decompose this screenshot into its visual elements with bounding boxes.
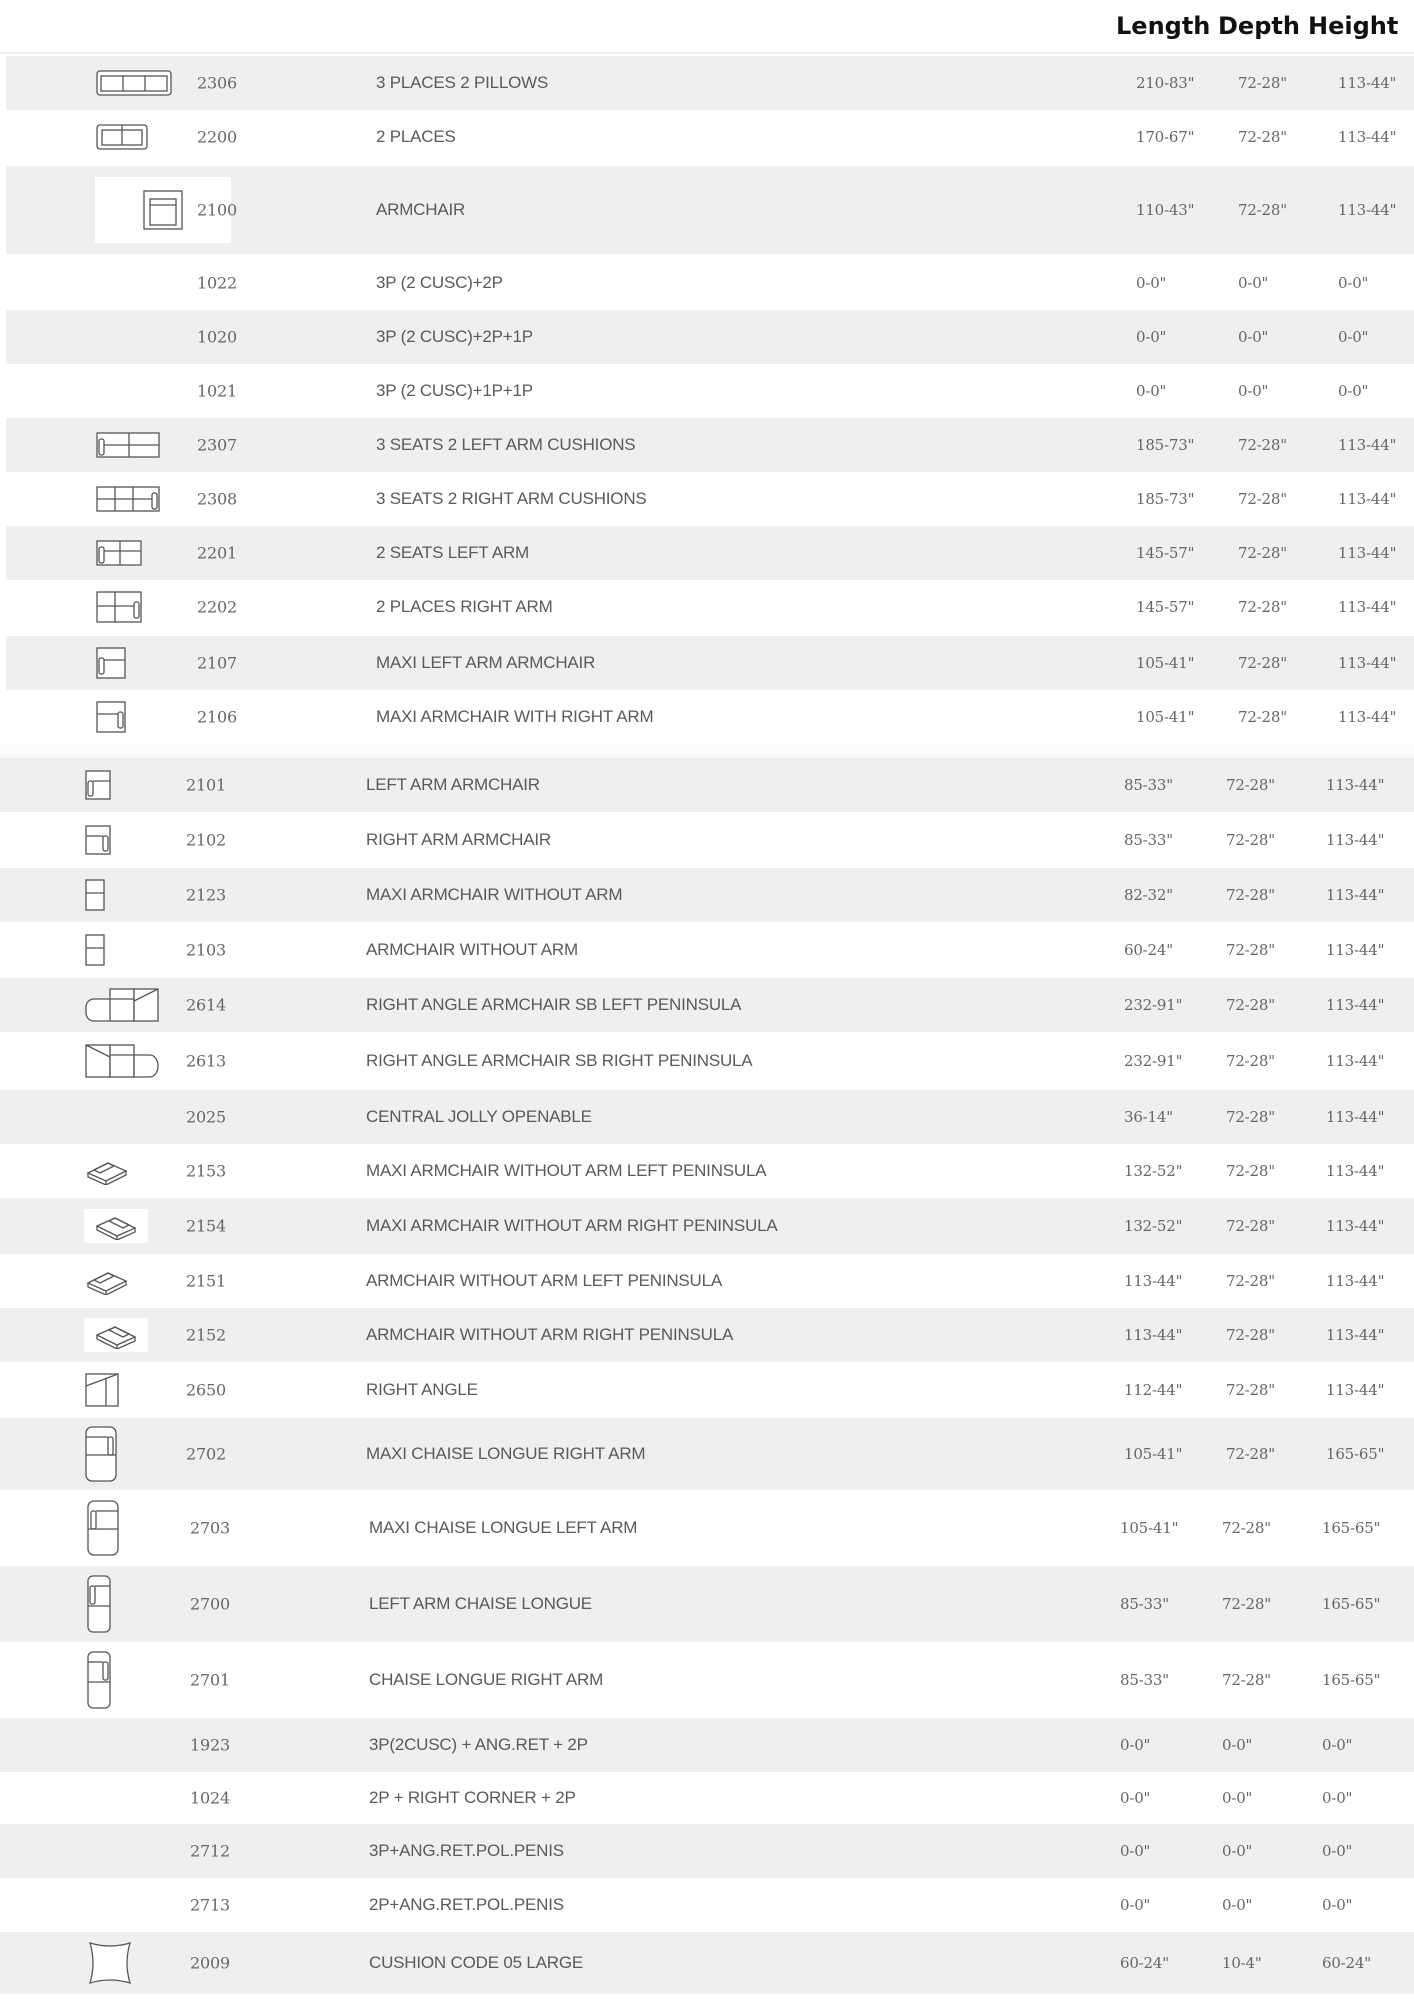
height-value: 0-0": [1338, 382, 1369, 400]
depth-value: 0-0": [1222, 1789, 1253, 1807]
depth-value: 72-28": [1222, 1671, 1271, 1689]
table-row: [0, 1090, 1414, 1144]
height-value: 165-65": [1322, 1595, 1381, 1613]
table-row: [0, 922, 1414, 978]
table-row: [0, 1932, 1414, 1994]
depth-value: 72-28": [1226, 1445, 1275, 1463]
column-header-depth: Depth: [1218, 12, 1300, 40]
table-row: [0, 1418, 1414, 1490]
product-code: 2025: [186, 1107, 226, 1127]
length-value: 105-41": [1124, 1445, 1183, 1463]
peninsula-right-icon: [84, 1318, 148, 1352]
depth-value: 0-0": [1238, 274, 1269, 292]
cushion-icon: [86, 1939, 134, 1987]
column-header-length: Length: [1116, 12, 1211, 40]
product-description: 3 SEATS 2 RIGHT ARM CUSHIONS: [376, 489, 647, 508]
maxi-armchair-no-arm-icon: [84, 878, 106, 912]
product-code: 1021: [197, 381, 237, 401]
product-code: 2154: [186, 1216, 226, 1236]
length-value: 110-43": [1136, 201, 1195, 219]
table-row: [0, 812, 1414, 868]
table-row: [0, 1032, 1414, 1090]
depth-value: 72-28": [1238, 708, 1287, 726]
peninsula-left-icon: [84, 1157, 130, 1185]
table-row: [6, 690, 1414, 744]
depth-value: 72-28": [1226, 996, 1275, 1014]
product-description: CHAISE LONGUE RIGHT ARM: [369, 1670, 604, 1689]
sofa-3-seat-right-arm-icon: [95, 483, 161, 515]
product-description: ARMCHAIR: [376, 200, 466, 219]
height-value: 113-44": [1338, 708, 1397, 726]
length-value: 85-33": [1124, 776, 1173, 794]
table-row: [0, 1490, 1414, 1566]
armchair-left-arm-icon: [84, 769, 112, 801]
product-code: 2703: [190, 1518, 230, 1538]
depth-value: 72-28": [1226, 776, 1275, 794]
length-value: 105-41": [1136, 708, 1195, 726]
depth-value: 72-28": [1226, 941, 1275, 959]
length-value: 0-0": [1136, 328, 1167, 346]
product-description: MAXI ARMCHAIR WITH RIGHT ARM: [376, 707, 654, 726]
length-value: 112-44": [1124, 1381, 1183, 1399]
length-value: 0-0": [1120, 1789, 1151, 1807]
product-description: MAXI LEFT ARM ARMCHAIR: [376, 653, 596, 672]
length-value: 0-0": [1120, 1736, 1151, 1754]
height-value: 0-0": [1338, 274, 1369, 292]
depth-value: 72-28": [1226, 1108, 1275, 1126]
product-code: 2202: [197, 597, 237, 617]
product-description: LEFT ARM ARMCHAIR: [366, 775, 540, 794]
height-value: 113-44": [1326, 776, 1385, 794]
right-angle-icon: [84, 1372, 120, 1408]
table-row: [6, 526, 1414, 580]
product-code: 2103: [186, 940, 226, 960]
product-description: MAXI ARMCHAIR WITHOUT ARM LEFT PENINSULA: [366, 1161, 767, 1180]
sofa-3-seat-icon: [95, 67, 173, 99]
product-code: 2152: [186, 1325, 226, 1345]
depth-value: 72-28": [1226, 1162, 1275, 1180]
depth-value: 72-28": [1226, 1052, 1275, 1070]
product-description: ARMCHAIR WITHOUT ARM RIGHT PENINSULA: [366, 1325, 734, 1344]
sofa-3-seat-left-arm-icon: [95, 429, 161, 461]
table-row: [0, 1308, 1414, 1362]
product-description: MAXI ARMCHAIR WITHOUT ARM: [366, 885, 623, 904]
product-description: 3P+ANG.RET.POL.PENIS: [369, 1841, 564, 1860]
product-code: 2100: [197, 200, 237, 220]
length-value: 36-14": [1124, 1108, 1173, 1126]
maxi-armchair-right-arm-icon: [95, 700, 127, 734]
length-value: 113-44": [1124, 1326, 1183, 1344]
depth-value: 72-28": [1226, 1272, 1275, 1290]
product-code: 2614: [186, 995, 226, 1015]
length-value: 132-52": [1124, 1162, 1183, 1180]
table-row: [0, 1718, 1414, 1772]
product-code: 2650: [186, 1380, 226, 1400]
height-value: 0-0": [1322, 1789, 1353, 1807]
depth-value: 72-28": [1226, 831, 1275, 849]
table-row: [0, 1362, 1414, 1418]
angle-right-peninsula-icon: [84, 1043, 160, 1079]
table-row: [0, 1144, 1414, 1198]
table-row: [6, 418, 1414, 472]
product-description: MAXI CHAISE LONGUE LEFT ARM: [369, 1518, 638, 1537]
product-code: 2613: [186, 1051, 226, 1071]
product-description: MAXI CHAISE LONGUE RIGHT ARM: [366, 1444, 646, 1463]
product-description: CENTRAL JOLLY OPENABLE: [366, 1107, 592, 1126]
maxi-chaise-longue-left-arm-icon: [86, 1499, 120, 1557]
length-value: 105-41": [1136, 654, 1195, 672]
product-code: 2151: [186, 1271, 226, 1291]
table-row: [6, 256, 1414, 310]
peninsula-left-icon: [84, 1267, 130, 1295]
table-row: [0, 1824, 1414, 1878]
height-value: 113-44": [1338, 128, 1397, 146]
depth-value: 72-28": [1238, 128, 1287, 146]
table-row: [6, 56, 1414, 110]
product-description: 3P (2 CUSC)+2P+1P: [376, 327, 533, 346]
product-description: 3 SEATS 2 LEFT ARM CUSHIONS: [376, 435, 636, 454]
height-value: 113-44": [1326, 941, 1385, 959]
height-value: 0-0": [1338, 328, 1369, 346]
table-row: [6, 636, 1414, 690]
depth-value: 72-28": [1226, 1381, 1275, 1399]
depth-value: 72-28": [1238, 654, 1287, 672]
table-row: [6, 472, 1414, 526]
depth-value: 72-28": [1226, 886, 1275, 904]
product-code: 2307: [197, 435, 237, 455]
table-row: [6, 580, 1414, 634]
length-value: 82-32": [1124, 886, 1173, 904]
product-code: 1020: [197, 327, 237, 347]
length-value: 60-24": [1124, 941, 1173, 959]
table-row: [0, 1198, 1414, 1254]
height-value: 113-44": [1326, 1162, 1385, 1180]
product-code: 2009: [190, 1953, 230, 1973]
product-description: 2 SEATS LEFT ARM: [376, 543, 529, 562]
length-value: 0-0": [1120, 1896, 1151, 1914]
table-row: [0, 1772, 1414, 1824]
product-code: 2306: [197, 73, 237, 93]
height-value: 113-44": [1338, 436, 1397, 454]
table-row: [6, 310, 1414, 364]
length-value: 185-73": [1136, 490, 1195, 508]
depth-value: 72-28": [1226, 1217, 1275, 1235]
depth-value: 0-0": [1222, 1896, 1253, 1914]
product-description: 3P (2 CUSC)+1P+1P: [376, 381, 533, 400]
table-row: [6, 166, 1414, 254]
table-header: [0, 0, 1414, 54]
product-description: RIGHT ANGLE ARMCHAIR SB LEFT PENINSULA: [366, 995, 742, 1014]
depth-value: 72-28": [1238, 436, 1287, 454]
table-row: [0, 1254, 1414, 1308]
product-description: ARMCHAIR WITHOUT ARM LEFT PENINSULA: [366, 1271, 723, 1290]
angle-left-peninsula-icon: [84, 987, 160, 1023]
height-value: 165-65": [1322, 1671, 1381, 1689]
product-code: 2308: [197, 489, 237, 509]
product-description: 3P (2 CUSC)+2P: [376, 273, 503, 292]
depth-value: 0-0": [1222, 1736, 1253, 1754]
length-value: 85-33": [1124, 831, 1173, 849]
table-row: [6, 364, 1414, 418]
depth-value: 72-28": [1222, 1519, 1271, 1537]
chaise-longue-left-arm-icon: [86, 1574, 112, 1634]
product-code: 2107: [197, 653, 237, 673]
depth-value: 72-28": [1238, 544, 1287, 562]
table-row: [0, 758, 1414, 812]
height-value: 113-44": [1338, 598, 1397, 616]
height-value: 165-65": [1322, 1519, 1381, 1537]
product-code: 2712: [190, 1841, 230, 1861]
depth-value: 0-0": [1238, 328, 1269, 346]
length-value: 232-91": [1124, 1052, 1183, 1070]
height-value: 60-24": [1322, 1954, 1371, 1972]
table-row: [0, 1566, 1414, 1642]
depth-value: 72-28": [1238, 74, 1287, 92]
product-description: 2P+ANG.RET.POL.PENIS: [369, 1895, 564, 1914]
height-value: 113-44": [1338, 544, 1397, 562]
height-value: 113-44": [1338, 490, 1397, 508]
length-value: 132-52": [1124, 1217, 1183, 1235]
product-description: RIGHT ANGLE: [366, 1380, 478, 1399]
height-value: 0-0": [1322, 1896, 1353, 1914]
peninsula-right-icon: [84, 1209, 148, 1243]
length-value: 185-73": [1136, 436, 1195, 454]
product-description: RIGHT ANGLE ARMCHAIR SB RIGHT PENINSULA: [366, 1051, 753, 1070]
height-value: 113-44": [1338, 654, 1397, 672]
sofa-2-seat-left-arm-icon: [95, 537, 143, 569]
product-code: 1923: [190, 1735, 230, 1755]
armchair-right-arm-icon: [84, 824, 112, 856]
height-value: 113-44": [1326, 1272, 1385, 1290]
length-value: 210-83": [1136, 74, 1195, 92]
length-value: 85-33": [1120, 1595, 1169, 1613]
sofa-2-seat-right-arm-icon: [95, 590, 143, 624]
table-row: [0, 978, 1414, 1032]
product-code: 2101: [186, 775, 226, 795]
height-value: 113-44": [1326, 886, 1385, 904]
maxi-armchair-left-arm-icon: [95, 646, 127, 680]
height-value: 165-65": [1326, 1445, 1385, 1463]
product-code: 1024: [190, 1788, 230, 1808]
height-value: 113-44": [1326, 996, 1385, 1014]
product-description: CUSHION CODE 05 LARGE: [369, 1953, 584, 1972]
product-code: 2153: [186, 1161, 226, 1181]
depth-value: 72-28": [1222, 1595, 1271, 1613]
height-value: 113-44": [1326, 1381, 1385, 1399]
height-value: 113-44": [1326, 1108, 1385, 1126]
depth-value: 0-0": [1238, 382, 1269, 400]
height-value: 113-44": [1326, 831, 1385, 849]
product-code: 2701: [190, 1670, 230, 1690]
height-value: 113-44": [1326, 1217, 1385, 1235]
length-value: 0-0": [1120, 1842, 1151, 1860]
product-code: 2700: [190, 1594, 230, 1614]
product-code: 2702: [186, 1444, 226, 1464]
product-description: 2 PLACES RIGHT ARM: [376, 597, 553, 616]
length-value: 60-24": [1120, 1954, 1169, 1972]
depth-value: 72-28": [1238, 598, 1287, 616]
height-value: 113-44": [1326, 1052, 1385, 1070]
height-value: 113-44": [1338, 74, 1397, 92]
armchair-no-arm-icon: [84, 933, 106, 967]
height-value: 113-44": [1338, 201, 1397, 219]
product-code: 2102: [186, 830, 226, 850]
product-description: 2 PLACES: [376, 127, 456, 146]
table-row: [6, 110, 1414, 164]
maxi-chaise-longue-right-arm-icon: [84, 1425, 118, 1483]
length-value: 145-57": [1136, 598, 1195, 616]
table-row: [0, 868, 1414, 922]
length-value: 145-57": [1136, 544, 1195, 562]
product-code: 2201: [197, 543, 237, 563]
length-value: 170-67": [1136, 128, 1195, 146]
product-code: 1022: [197, 273, 237, 293]
sofa-2-seat-icon: [95, 121, 149, 153]
length-value: 113-44": [1124, 1272, 1183, 1290]
product-code: 2106: [197, 707, 237, 727]
table-row: [0, 1878, 1414, 1932]
length-value: 105-41": [1120, 1519, 1179, 1537]
length-value: 85-33": [1120, 1671, 1169, 1689]
depth-value: 10-4": [1222, 1954, 1262, 1972]
height-value: 0-0": [1322, 1736, 1353, 1754]
product-description: 3P(2CUSC) + ANG.RET + 2P: [369, 1735, 588, 1754]
length-value: 0-0": [1136, 274, 1167, 292]
product-description: ARMCHAIR WITHOUT ARM: [366, 940, 578, 959]
chaise-longue-right-arm-icon: [86, 1650, 112, 1710]
table-row: [0, 1642, 1414, 1718]
column-header-height: Height: [1308, 12, 1399, 40]
depth-value: 72-28": [1226, 1326, 1275, 1344]
table-divider: [0, 744, 1414, 758]
product-code: 2200: [197, 127, 237, 147]
depth-value: 72-28": [1238, 201, 1287, 219]
product-code: 2123: [186, 885, 226, 905]
product-code: 2713: [190, 1895, 230, 1915]
product-description: 2P + RIGHT CORNER + 2P: [369, 1788, 576, 1807]
height-value: 113-44": [1326, 1326, 1385, 1344]
height-value: 0-0": [1322, 1842, 1353, 1860]
length-value: 232-91": [1124, 996, 1183, 1014]
product-description: MAXI ARMCHAIR WITHOUT ARM RIGHT PENINSULA: [366, 1216, 778, 1235]
length-value: 0-0": [1136, 382, 1167, 400]
product-description: LEFT ARM CHAISE LONGUE: [369, 1594, 592, 1613]
product-description: RIGHT ARM ARMCHAIR: [366, 830, 551, 849]
depth-value: 72-28": [1238, 490, 1287, 508]
depth-value: 0-0": [1222, 1842, 1253, 1860]
product-description: 3 PLACES 2 PILLOWS: [376, 73, 549, 92]
